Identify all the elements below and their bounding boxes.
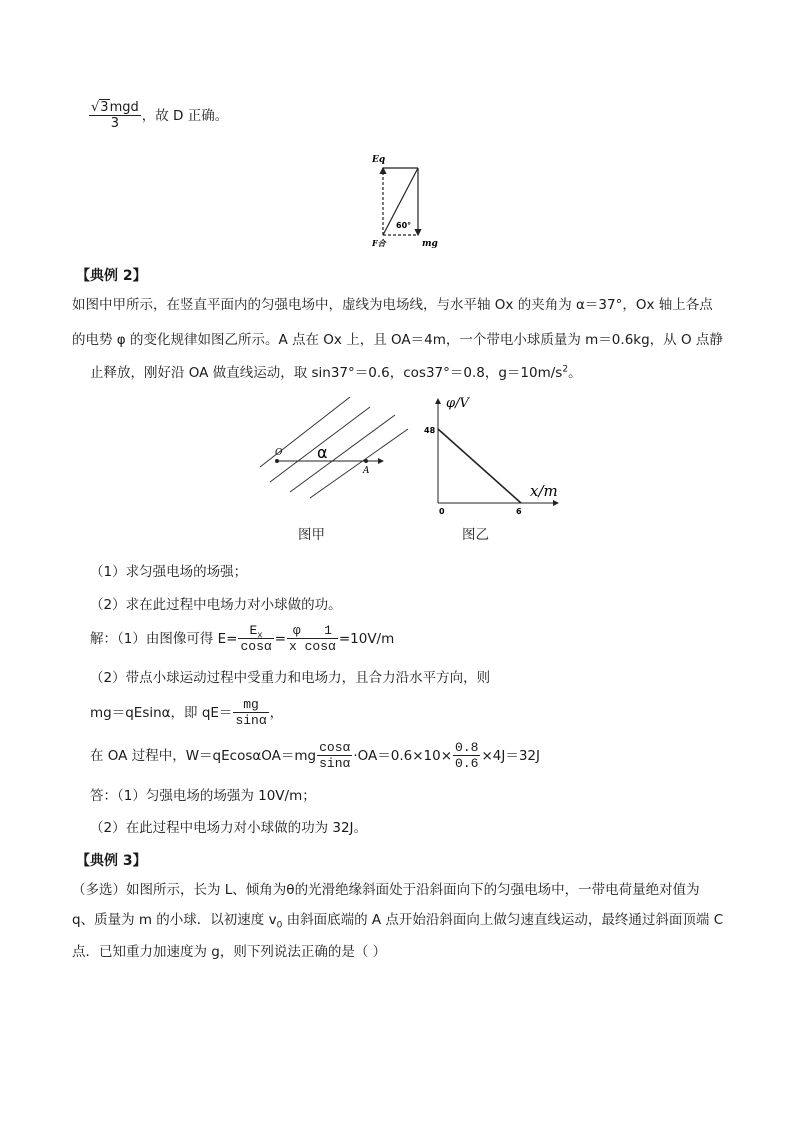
example2-p3: 止释放，刚好沿 OA 做直线运动，取 sin37°＝0.6，cos37°＝0.8，$g=10m/s^2$。: [90, 364, 582, 381]
label-angle: 60°: [396, 221, 412, 230]
force-diagram: [368, 150, 448, 250]
fraction-phi-xcos: $\frac{\varphi 1}{\text{x cosα}}$: [289, 623, 336, 654]
point-o: [275, 459, 279, 463]
label-eq: Eq: [372, 155, 386, 165]
label-mg: mg: [422, 239, 438, 249]
example3-heading: 【典例 3】: [76, 853, 147, 869]
solution-4: 在 OA 过程中，W＝qEcosαOA＝mg $\frac{\cos\alpha}{\sin\alpha}$ ·OA＝0.6×10× $\frac{0.8}{0.6}$ ×4J＝32J: [90, 740, 540, 771]
y-label: φ/V: [446, 396, 469, 411]
answer-2: （2）在此过程中电场力对小球做的功为 32J。: [90, 820, 368, 836]
example2-heading: 【典例 2】: [76, 268, 147, 284]
phi-line: [438, 429, 521, 503]
figure-b: [420, 393, 570, 518]
example3-p3: 点．已知重力加速度为 g，则下列说法正确的是（ ）: [72, 944, 387, 960]
x-tick-6: 6: [516, 507, 522, 516]
y-tick-48: 48: [424, 426, 436, 435]
label-alpha: α: [317, 443, 328, 462]
question-1: （1）求匀强电场的场强；: [90, 564, 248, 580]
solution-2: （2）带点小球运动过程中受重力和电场力，且合力沿水平方向，则: [90, 670, 491, 686]
top-formula: [88, 100, 228, 132]
answer-1: 答：（1）匀强电场的场强为 10V/m；: [90, 788, 316, 804]
label-a: A: [363, 466, 370, 476]
question-2: （2）求在此过程中电场力对小球做的功。: [90, 597, 342, 613]
figure-b-caption: 图乙: [462, 527, 489, 543]
field-line: [310, 429, 408, 498]
solution-1: 解：（1）由图像可得 E= $\frac{E_x}{\cos\alpha}$ = $\frac{\varphi 1}{\text{x cosα}}$ =10V/m: [90, 623, 395, 654]
fraction-ex-cos: $\frac{E_x}{\cos\alpha}$: [240, 623, 272, 654]
top-fraction: $\frac{\text{√3mgd}}{3}$: [91, 100, 139, 131]
x-tick-0: 0: [439, 507, 445, 516]
field-line: [290, 415, 395, 492]
example2-p1: 如图中甲所示，在竖直平面内的匀强电场中，虚线为电场线，与水平轴 Ox 的夹角为 α＝37°，Ox 轴上各点: [72, 297, 713, 313]
fraction-08-06: $\frac{0.8}{0.6}$: [455, 740, 479, 771]
label-f-net: F合: [372, 238, 386, 248]
label-o: O: [275, 448, 283, 458]
example2-p2: 的电势 φ 的变化规律如图乙所示。A 点在 Ox 上，且 OA＝4m，一个带电小球质量为 m＝0.6kg，从 O 点静: [72, 332, 723, 348]
example3-p1: （多选）如图所示，长为 L、倾角为θ的光滑绝缘斜面处于沿斜面向下的匀强电场中，一带电荷量绝对值为: [72, 882, 700, 898]
figure-a: [255, 395, 420, 500]
x-label: x/m: [530, 482, 558, 500]
fraction-cos-sin: $\frac{\cos\alpha}{\sin\alpha}$: [319, 740, 351, 771]
example3-p2: q、质量为 m 的小球．以初速度 $v_0$ 由斜面底端的 A 点开始沿斜面向上做匀速直线运动，最终通过斜面顶端 C: [72, 912, 724, 931]
solution-3: mg＝qEsinα，即 qE＝ $\frac{mg}{\sin\alpha}$ ，: [90, 697, 284, 728]
figure-a-caption: 图甲: [298, 527, 325, 543]
top-tail: ，故 D 正确。: [141, 108, 229, 124]
point-a: [364, 459, 368, 463]
fraction-mg-sin: $\frac{mg}{\sin\alpha}$: [235, 697, 267, 728]
